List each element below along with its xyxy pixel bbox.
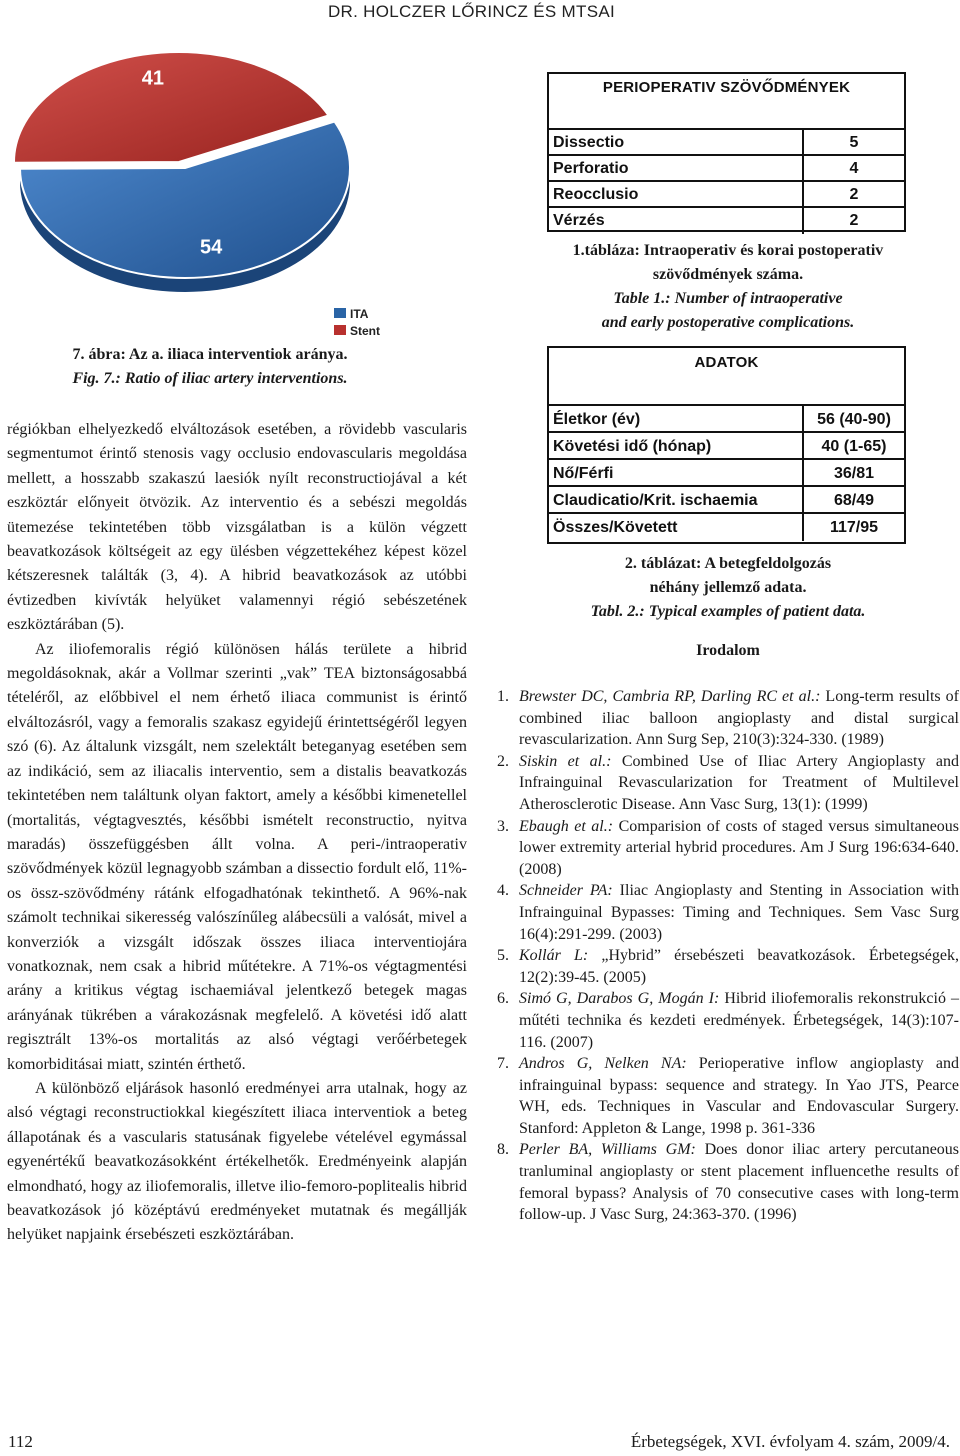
pie-chart: [10, 38, 400, 338]
reference-number: 5.: [497, 947, 509, 965]
reference-number: 7.: [497, 1055, 509, 1073]
row-label: Összes/Követett: [549, 514, 804, 541]
reference-item: [497, 816, 959, 881]
table1-caption-en-1: Table 1.: Number of intraoperative: [613, 290, 843, 307]
reference-item: [497, 1139, 959, 1225]
table-row: [549, 128, 904, 156]
row-value: 2: [849, 212, 859, 229]
table-row: [549, 154, 904, 182]
reference-authors: Siskin et al.:: [519, 752, 612, 770]
table2-caption-hu-1: 2. táblázat: A betegfeldolgozás: [624, 555, 832, 572]
reference-item: [497, 1053, 959, 1139]
body-text: [7, 418, 467, 1248]
row-value: 36/81: [833, 465, 875, 482]
reference-authors: Ebaugh et al.:: [519, 817, 614, 835]
table-row: [549, 512, 904, 541]
reference-number: 1.: [497, 688, 509, 705]
table2-caption: [497, 552, 959, 624]
figure-caption: [0, 343, 420, 391]
reference-text: Perioperative inflow angioplasty and infrainguinal bypass: sequence and strategy. In Yao JTS, Pearce WH, eds. Techniques in Vascular and Endovascular Surgery. Stanford: Appleton & Lange, 1998 p. 361-336: [519, 1055, 960, 1137]
row-value: 5: [849, 134, 859, 151]
row-value: 56 (40-90): [817, 411, 891, 428]
reference-text: Comparision of costs of staged versus simultaneous lower extremity arterial hybrid procedures. Am J Surg 196:634-640. (2008): [519, 817, 960, 878]
reference-authors: Perler BA, Williams GM:: [519, 1141, 696, 1159]
reference-authors: Brewster DC, Cambria RP, Darling RC et al.:: [519, 688, 821, 705]
row-value: 40 (1-65): [821, 438, 887, 455]
reference-text: Combined Use of Iliac Artery Angioplasty and Infrainguinal Revascularization for Treatment of Multilevel Atherosclerotic Disease. Ann Vasc Surg, 13(1): (1999): [519, 752, 960, 813]
legend-label-stent: Stent: [350, 324, 380, 338]
table-row: [549, 458, 904, 487]
reference-authors: Andros G, Nelken NA:: [519, 1055, 687, 1073]
reference-text: Long-term results of combined iliac balloon angioplasty and distal surgical revascularization. Ann Surg Sep, 210(3):324-330. (1989): [519, 688, 959, 749]
reference-item: [497, 751, 959, 816]
table1-caption: [497, 239, 959, 335]
body-paragraph-3: A különböző eljárások hasonló eredményei arra utalnak, hogy az alsó végtagi reconstructiokkal kiegészített iliaca interventiok a beteg állapotának és a vascularis statusának figyelebe vételével egymással egyenértékű beavatkozásokként értékelhetők. Eredményeink alapján elmondható, hogy az iliofemoralis, illetve ilio-femoro-poplitealis hibrid beavatkozások jó középtávú eredményeket mutatnak és megállják helyüket napjaink érsebészeti eszköztárában.: [7, 1079, 467, 1244]
table-row: [549, 206, 904, 234]
table-row: [549, 180, 904, 208]
legend-label-ita: ITA: [350, 307, 369, 321]
patient-data-table-title: ADATOK: [694, 354, 759, 371]
figure-caption-hu: 7. ábra: Az a. iliaca interventiok aránya.: [72, 346, 348, 363]
row-value: 2: [849, 186, 859, 203]
row-label: Követési idő (hónap): [549, 433, 804, 460]
table2-caption-en: Tabl. 2.: Typical examples of patient data.: [590, 603, 866, 620]
reference-number: 6.: [497, 990, 509, 1008]
reference-authors: Kollár L:: [519, 947, 589, 965]
body-paragraph-1: régiókban elhelyezkedő elváltozások esetében, a rövidebb vascularis segmentumot érintő stenosis vagy occlusio endovascularis megoldása mellett, a hosszabb szakaszú laesiók nyílt reconstructiojával a két eszköztár előnyeit ötvözik. Az interventio és a sebészi megoldás ütemezése tekintetében több vizsgálatban is a külön végzett beavatkozások költségeit az egy ülésben végzettekéhez képest közel kétszeresnek találták (3, 4). A hibrid beavatkozások az utóbbi évtizedben kivívták helyüket valamennyi régió sebészetének eszköztárában (5).: [7, 421, 467, 634]
table2-caption-hu-2: néhány jellemző adata.: [649, 579, 807, 596]
table-row: [549, 485, 904, 514]
row-label: Életkor (év): [549, 406, 804, 433]
row-value: 117/95: [829, 519, 879, 536]
reference-number: 2.: [497, 752, 509, 770]
reference-item: [497, 945, 959, 988]
row-label: Perforatio: [549, 156, 804, 182]
reference-text: Iliac Angioplasty and Stenting in Association with Infrainguinal Bypasses: Timing and Techniques. Sem Vasc Surg 16(4):291-299. (2003): [519, 882, 960, 943]
row-label: Dissectio: [549, 130, 804, 156]
table-row: [549, 404, 904, 433]
reference-item: [497, 988, 959, 1053]
table-row: [549, 431, 904, 460]
row-value: 4: [849, 160, 859, 177]
legend-swatch-ita: [334, 308, 346, 318]
reference-item: [497, 880, 959, 945]
reference-text: „Hybrid” érsebészeti beavatkozások. Érbetegségek, 12(2):39-45. (2005): [519, 947, 960, 986]
reference-text: Hibrid iliofemoralis rekonstrukció – műtéti technika és kezdeti eredmények. Érbetegségek, 14(3):107-116. (2007): [519, 990, 959, 1051]
references-heading: Irodalom: [696, 642, 760, 659]
complications-table-title: PERIOPERATIV SZÖVŐDMÉNYEK: [602, 79, 851, 96]
reference-number: 4.: [497, 882, 509, 900]
chart-legend: [334, 307, 380, 338]
references-list: [497, 686, 959, 1226]
row-label: Vérzés: [549, 208, 804, 234]
legend-swatch-stent: [334, 325, 346, 335]
row-value: 68/49: [833, 492, 875, 509]
figure-caption-en: Fig. 7.: Ratio of iliac artery interventions.: [72, 370, 348, 387]
row-label: Claudicatio/Krit. ischaemia: [549, 487, 804, 514]
pie-slice-ita-label: 54: [199, 236, 223, 259]
complications-table: [547, 72, 906, 232]
patient-data-table: [547, 346, 906, 544]
running-header: DR. HOLCZER LŐRINCZ ÉS MTSAI: [327, 2, 615, 21]
table1-caption-en-2: and early postoperative complications.: [601, 314, 855, 331]
reference-number: 8.: [497, 1141, 509, 1159]
row-label: Nő/Férfi: [549, 460, 804, 487]
reference-number: 3.: [497, 817, 509, 835]
row-label: Reocclusio: [549, 182, 804, 208]
reference-text: Does donor iliac artery percutaneous tranluminal angioplasty or stent placement influencethe results of femoral bypass? Analysis of 70 consecutive cases with long-term follow-up. J Vasc Surg, 24:363-370. (1996): [519, 1141, 960, 1224]
journal-citation: Érbetegségek, XVI. évfolyam 4. szám, 2009/4.: [630, 1432, 950, 1451]
table1-caption-hu-1: 1.tábláza: Intraoperativ és korai postoperativ: [572, 242, 884, 259]
page-number: 112: [8, 1432, 33, 1451]
table1-caption-hu-2: szövődmények száma.: [652, 266, 804, 283]
reference-authors: Simó G, Darabos G, Mogán I:: [519, 990, 720, 1008]
pie-slice-stent-label: 41: [141, 67, 165, 90]
reference-authors: Schneider PA:: [519, 882, 613, 900]
body-paragraph-2: Az iliofemoralis régió különösen hálás területe a hibrid megoldásoknak, akár a Vollmar szerinti „vak” TEA biztonságosabbá tételéről, az előbbivel el nem érhető iliaca communist is érintő elváltozásról, vagy a femoralis szakasz egyidejű érintettségéről legyen szó (6). Az általunk vizsgált, nem szelektált beteganyag esetében sem az indikáció, sem az iliacalis interventio, sem a distalis beavatkozás tekintetében nem találtunk olyan faktort, amely a későbbi kimenetellel (mortalitás, végtagvesztés, későbbi ismételt reconstructio, nyitva maradás) összefüggésben állt volna. A peri-/intraoperativ szövődmények közül legnagyobb számban a dissectio fordult elő, 11%-os össz-szövődmény rátánk elfogadhatónak tekinthető. A 96%-nak számolt technikai sikeresség valószínűleg alábecsüli a valósát, mivel a konverziók a vizsgált időszak összes iliaca interventiojára vonatkoznak, nem csak a hibrid műtétekre. A 71%-os végtagmentési arány a kritikus végtag ischaemiával jelentkező betegek magas arányának tükrében a várakozásnak megfelelő. A követési idő alatt regisztrált 13%-os mortalitás az alsó végtagi verőérbetegek komorbiditásai miatt, szintén érthető.: [7, 640, 467, 1073]
reference-item: [497, 686, 959, 751]
